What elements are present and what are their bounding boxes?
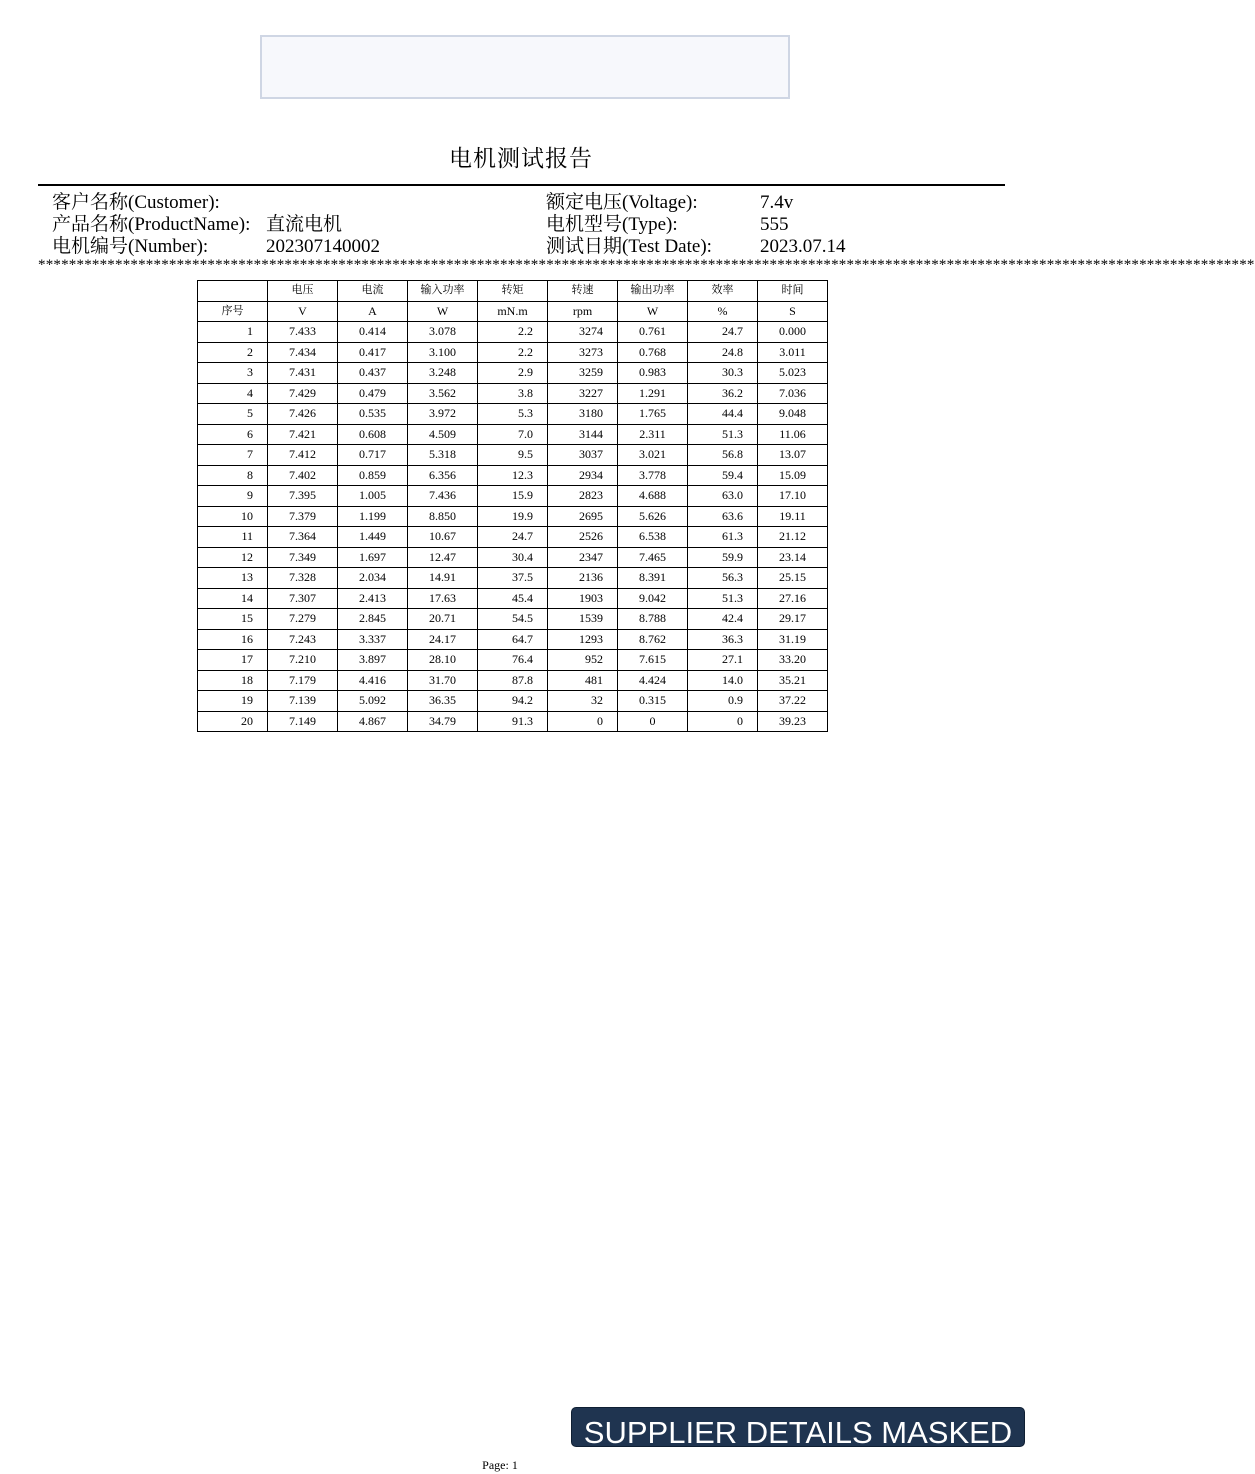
table-cell: 0.768: [618, 342, 688, 363]
table-cell: 7: [198, 445, 268, 466]
table-cell: 7.0: [478, 424, 548, 445]
table-cell: 0.717: [338, 445, 408, 466]
table-cell: 952: [548, 650, 618, 671]
table-cell: 17.63: [408, 588, 478, 609]
header-cell: 输出功率: [618, 281, 688, 302]
table-cell: 481: [548, 670, 618, 691]
table-cell: 2823: [548, 486, 618, 507]
type-label: 电机型号(Type):: [546, 214, 678, 235]
table-cell: 17.10: [758, 486, 828, 507]
table-cell: 24.7: [688, 322, 758, 343]
table-cell: 37.22: [758, 691, 828, 712]
table-cell: 0.315: [618, 691, 688, 712]
table-cell: 7.615: [618, 650, 688, 671]
table-cell: 14.0: [688, 670, 758, 691]
table-cell: 0.9: [688, 691, 758, 712]
header-cell: 转矩: [478, 281, 548, 302]
table-cell: 1: [198, 322, 268, 343]
table-cell: 0: [688, 711, 758, 732]
table-cell: 0.479: [338, 383, 408, 404]
table-cell: 19.11: [758, 506, 828, 527]
table-cell: 12: [198, 547, 268, 568]
table-cell: 24.8: [688, 342, 758, 363]
table-cell: 3.011: [758, 342, 828, 363]
table-cell: 91.3: [478, 711, 548, 732]
date-label: 测试日期(Test Date):: [546, 236, 712, 257]
type-value: 555: [760, 214, 789, 235]
unit-cell: W: [408, 301, 478, 322]
header-cell: 电流: [338, 281, 408, 302]
table-cell: 5.626: [618, 506, 688, 527]
table-cell: 1293: [548, 629, 618, 650]
table-cell: 8: [198, 465, 268, 486]
table-cell: 7.426: [268, 404, 338, 425]
table-cell: 11.06: [758, 424, 828, 445]
table-cell: 6: [198, 424, 268, 445]
table-cell: 3.8: [478, 383, 548, 404]
table-cell: 1.765: [618, 404, 688, 425]
table-cell: 1.449: [338, 527, 408, 548]
table-cell: 24.17: [408, 629, 478, 650]
table-cell: 13.07: [758, 445, 828, 466]
table-cell: 94.2: [478, 691, 548, 712]
table-cell: 27.16: [758, 588, 828, 609]
table-cell: 2934: [548, 465, 618, 486]
table-row: [198, 424, 828, 445]
header-cell: 时间: [758, 281, 828, 302]
table-cell: 7.429: [268, 383, 338, 404]
table-cell: 3.100: [408, 342, 478, 363]
table-cell: 5.092: [338, 691, 408, 712]
table-cell: 33.20: [758, 650, 828, 671]
table-cell: 19.9: [478, 506, 548, 527]
table-cell: 0.535: [338, 404, 408, 425]
table-cell: 13: [198, 568, 268, 589]
table-row: [198, 445, 828, 466]
table-cell: 5.023: [758, 363, 828, 384]
table-cell: 54.5: [478, 609, 548, 630]
table-cell: 3.778: [618, 465, 688, 486]
table-cell: 2526: [548, 527, 618, 548]
table-cell: 37.5: [478, 568, 548, 589]
table-cell: 7.149: [268, 711, 338, 732]
table-row: [198, 506, 828, 527]
table-row: [198, 527, 828, 548]
table-cell: 30.4: [478, 547, 548, 568]
table-cell: 2.9: [478, 363, 548, 384]
table-cell: 2136: [548, 568, 618, 589]
table-cell: 64.7: [478, 629, 548, 650]
unit-cell: mN.m: [478, 301, 548, 322]
table-cell: 3.021: [618, 445, 688, 466]
table-cell: 8.850: [408, 506, 478, 527]
table-cell: 76.4: [478, 650, 548, 671]
table-cell: 4.416: [338, 670, 408, 691]
table-row: [198, 588, 828, 609]
header-cell: 输入功率: [408, 281, 478, 302]
table-cell: 0: [618, 711, 688, 732]
table-cell: 23.14: [758, 547, 828, 568]
table-cell: 1539: [548, 609, 618, 630]
table-cell: 7.307: [268, 588, 338, 609]
table-cell: 32: [548, 691, 618, 712]
table-cell: 34.79: [408, 711, 478, 732]
table-cell: 9.5: [478, 445, 548, 466]
table-cell: 5.318: [408, 445, 478, 466]
table-cell: 7.465: [618, 547, 688, 568]
table-cell: 3.562: [408, 383, 478, 404]
table-cell: 35.21: [758, 670, 828, 691]
table-cell: 2.2: [478, 322, 548, 343]
table-row: [198, 383, 828, 404]
voltage-value: 7.4v: [760, 192, 794, 213]
table-cell: 2.413: [338, 588, 408, 609]
unit-cell: S: [758, 301, 828, 322]
table-row: [198, 629, 828, 650]
number-value: 202307140002: [266, 236, 380, 257]
table-row: [198, 465, 828, 486]
table-cell: 61.3: [688, 527, 758, 548]
table-cell: 7.412: [268, 445, 338, 466]
table-header-row-cn: [198, 281, 828, 302]
table-cell: 1.005: [338, 486, 408, 507]
table-cell: 7.210: [268, 650, 338, 671]
table-cell: 15.9: [478, 486, 548, 507]
table-cell: 5: [198, 404, 268, 425]
test-data-table: [197, 280, 828, 732]
table-cell: 9.042: [618, 588, 688, 609]
header-cell: 电压: [268, 281, 338, 302]
table-cell: 6.356: [408, 465, 478, 486]
table-cell: 36.35: [408, 691, 478, 712]
table-cell: 0.000: [758, 322, 828, 343]
table-cell: 1903: [548, 588, 618, 609]
table-cell: 3.897: [338, 650, 408, 671]
table-cell: 7.421: [268, 424, 338, 445]
date-value: 2023.07.14: [760, 236, 846, 257]
table-row: [198, 404, 828, 425]
table-header-row-unit: [198, 301, 828, 322]
page-number: Page: 1: [482, 1458, 518, 1472]
table-cell: 36.3: [688, 629, 758, 650]
table-cell: 8.762: [618, 629, 688, 650]
table-row: [198, 711, 828, 732]
table-cell: 24.7: [478, 527, 548, 548]
product-label: 产品名称(ProductName):: [52, 214, 251, 235]
table-row: [198, 670, 828, 691]
table-cell: 7.349: [268, 547, 338, 568]
table-cell: 2695: [548, 506, 618, 527]
table-cell: 7.431: [268, 363, 338, 384]
table-cell: 7.328: [268, 568, 338, 589]
table-cell: 3037: [548, 445, 618, 466]
logo-placeholder: [260, 35, 790, 99]
table-cell: 15.09: [758, 465, 828, 486]
table-cell: 3273: [548, 342, 618, 363]
table-cell: 0: [548, 711, 618, 732]
table-cell: 51.3: [688, 588, 758, 609]
table-cell: 10.67: [408, 527, 478, 548]
table-cell: 2: [198, 342, 268, 363]
table-cell: 63.0: [688, 486, 758, 507]
table-cell: 0.859: [338, 465, 408, 486]
unit-cell: %: [688, 301, 758, 322]
table-cell: 16: [198, 629, 268, 650]
table-cell: 2.2: [478, 342, 548, 363]
unit-cell: V: [268, 301, 338, 322]
table-cell: 4: [198, 383, 268, 404]
table-cell: 10: [198, 506, 268, 527]
table-row: [198, 342, 828, 363]
table-cell: 6.538: [618, 527, 688, 548]
table-cell: 3: [198, 363, 268, 384]
table-cell: 3.972: [408, 404, 478, 425]
table-cell: 59.4: [688, 465, 758, 486]
table-cell: 51.3: [688, 424, 758, 445]
table-cell: 21.12: [758, 527, 828, 548]
table-cell: 7.402: [268, 465, 338, 486]
table-row: [198, 609, 828, 630]
table-cell: 7.433: [268, 322, 338, 343]
table-cell: 7.243: [268, 629, 338, 650]
table-cell: 56.8: [688, 445, 758, 466]
table-cell: 27.1: [688, 650, 758, 671]
number-label: 电机编号(Number):: [52, 236, 209, 257]
table-cell: 19: [198, 691, 268, 712]
table-cell: 3274: [548, 322, 618, 343]
customer-label: 客户名称(Customer):: [52, 192, 220, 213]
table-row: [198, 322, 828, 343]
table-cell: 14: [198, 588, 268, 609]
table-cell: 4.688: [618, 486, 688, 507]
asterisk-separator: **************************************************************************************************************************************************************: [38, 257, 1255, 273]
table-cell: 18: [198, 670, 268, 691]
table-cell: 8.391: [618, 568, 688, 589]
voltage-label: 额定电压(Voltage):: [546, 192, 698, 213]
table-cell: 3227: [548, 383, 618, 404]
table-cell: 2347: [548, 547, 618, 568]
table-cell: 3.078: [408, 322, 478, 343]
table-cell: 2.845: [338, 609, 408, 630]
table-cell: 29.17: [758, 609, 828, 630]
header-cell: 效率: [688, 281, 758, 302]
table-cell: 7.036: [758, 383, 828, 404]
table-cell: 1.199: [338, 506, 408, 527]
table-cell: 20.71: [408, 609, 478, 630]
table-cell: 0.761: [618, 322, 688, 343]
supplier-masked-banner: SUPPLIER DETAILS MASKED: [571, 1407, 1025, 1447]
table-cell: 56.3: [688, 568, 758, 589]
table-cell: 36.2: [688, 383, 758, 404]
table-cell: 4.867: [338, 711, 408, 732]
header-cell: 转速: [548, 281, 618, 302]
table-cell: 3259: [548, 363, 618, 384]
table-cell: 1.291: [618, 383, 688, 404]
table-cell: 30.3: [688, 363, 758, 384]
table-cell: 7.364: [268, 527, 338, 548]
unit-cell: W: [618, 301, 688, 322]
table-cell: 3144: [548, 424, 618, 445]
table-cell: 4.509: [408, 424, 478, 445]
table-cell: 8.788: [618, 609, 688, 630]
table-cell: 3180: [548, 404, 618, 425]
table-cell: 7.139: [268, 691, 338, 712]
header-cell: [198, 281, 268, 302]
table-cell: 31.70: [408, 670, 478, 691]
table-cell: 3.248: [408, 363, 478, 384]
table-row: [198, 568, 828, 589]
table-cell: 7.279: [268, 609, 338, 630]
table-cell: 7.179: [268, 670, 338, 691]
table-row: [198, 650, 828, 671]
table-cell: 7.395: [268, 486, 338, 507]
table-cell: 11: [198, 527, 268, 548]
table-cell: 42.4: [688, 609, 758, 630]
table-cell: 63.6: [688, 506, 758, 527]
unit-cell: A: [338, 301, 408, 322]
table-cell: 7.379: [268, 506, 338, 527]
table-cell: 5.3: [478, 404, 548, 425]
table-row: [198, 547, 828, 568]
table-cell: 39.23: [758, 711, 828, 732]
table-cell: 9: [198, 486, 268, 507]
table-cell: 44.4: [688, 404, 758, 425]
table-cell: 0.983: [618, 363, 688, 384]
table-row: [198, 486, 828, 507]
table-cell: 31.19: [758, 629, 828, 650]
table-cell: 20: [198, 711, 268, 732]
table-cell: 1.697: [338, 547, 408, 568]
table-cell: 2.311: [618, 424, 688, 445]
table-row: [198, 363, 828, 384]
table-cell: 12.47: [408, 547, 478, 568]
table-cell: 45.4: [478, 588, 548, 609]
table-cell: 0.608: [338, 424, 408, 445]
unit-cell: 序号: [198, 301, 268, 322]
title-rule: [38, 184, 1005, 186]
table-row: [198, 691, 828, 712]
table-cell: 0.437: [338, 363, 408, 384]
table-cell: 87.8: [478, 670, 548, 691]
table-cell: 15: [198, 609, 268, 630]
table-cell: 25.15: [758, 568, 828, 589]
table-cell: 12.3: [478, 465, 548, 486]
table-cell: 0.414: [338, 322, 408, 343]
table-cell: 7.436: [408, 486, 478, 507]
product-value: 直流电机: [266, 214, 343, 235]
table-cell: 3.337: [338, 629, 408, 650]
table-cell: 59.9: [688, 547, 758, 568]
report-title: 电机测试报告: [449, 146, 593, 171]
table-cell: 7.434: [268, 342, 338, 363]
table-cell: 4.424: [618, 670, 688, 691]
unit-cell: rpm: [548, 301, 618, 322]
table-cell: 9.048: [758, 404, 828, 425]
table-cell: 14.91: [408, 568, 478, 589]
table-cell: 17: [198, 650, 268, 671]
table-cell: 2.034: [338, 568, 408, 589]
table-cell: 28.10: [408, 650, 478, 671]
table-cell: 0.417: [338, 342, 408, 363]
